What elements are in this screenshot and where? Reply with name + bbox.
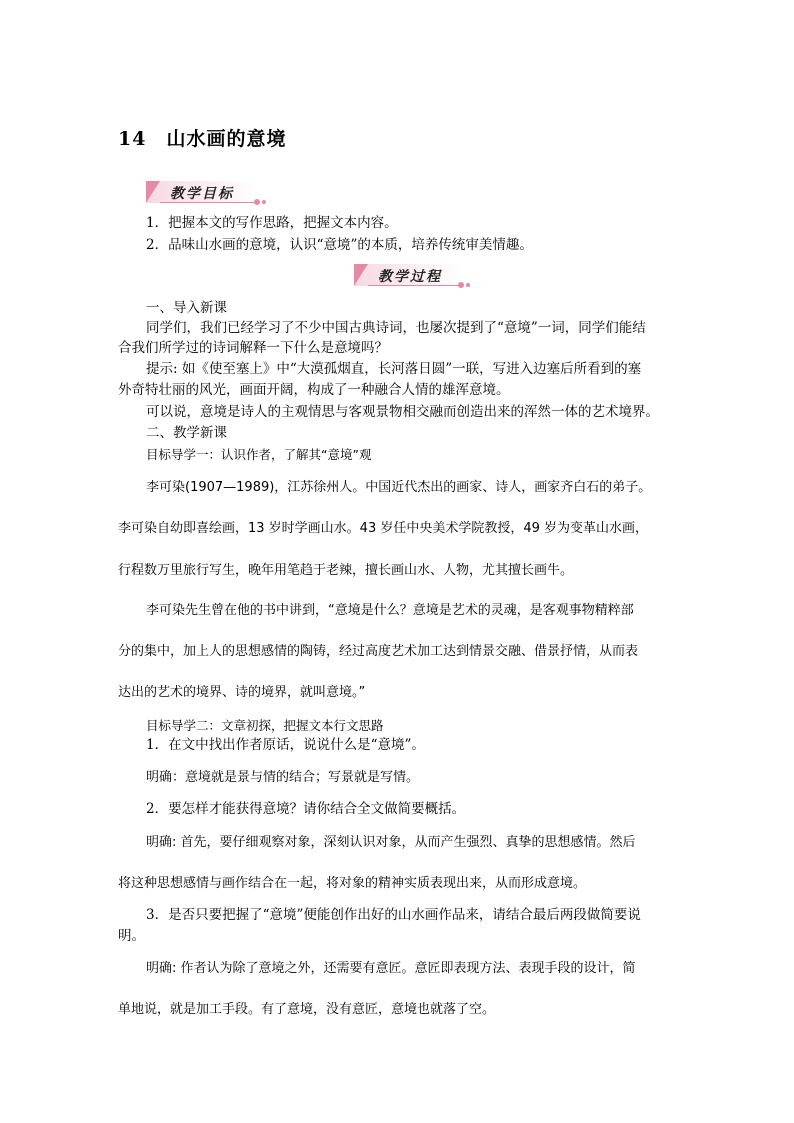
guide-heading: 目标导学一：认识作者，了解其“意境”观 (146, 447, 372, 462)
paragraph-line: 李可染先生曾在他的书中讲到，“意境是什么？意境是艺术的灵魂，是客观事物精粹部 (146, 603, 634, 618)
paragraph-line: 分的集中，加上人的思想感情的陶铸，经过高度艺术加工达到情景交融、借景抒情，从而表 (118, 644, 639, 659)
process-banner (354, 264, 472, 286)
banner-dot-icon (254, 199, 260, 205)
answer-line: 明确：意境就是景与情的结合；写景就是写情。 (146, 770, 420, 785)
question-line: 明。 (118, 928, 145, 944)
goals-banner-label: 教学目标 (170, 186, 234, 202)
answer-line: 将这种思想感情与画作结合在一起，将对象的精神实质表现出来，从而形成意境。 (118, 876, 587, 891)
question-line: 1．在文中找出作者原话，说说什么是“意境”。 (146, 737, 425, 753)
banner-dot-icon (262, 200, 266, 204)
goal-item: 2．品味山水画的意境，认识“意境”的本质，培养传统审美情趣。 (146, 237, 533, 253)
paragraph-line: 外奇特壮丽的风光，画面开阔，构成了一种融合人情的雄浑意境。 (118, 382, 510, 398)
paragraph-line: 李可染自幼即喜绘画，13 岁时学画山水。43 岁任中央美术学院教授，49 岁为变革山水画， (118, 521, 649, 536)
section-heading: 二、教学新课 (146, 425, 227, 441)
section-heading: 一、导入新课 (146, 300, 227, 316)
answer-line: 明确: 首先，要仔细观察对象，深刻认识对象，从而产生强烈、真挚的思想感情。然后 (146, 835, 636, 850)
goal-item: 1．把握本文的写作思路，把握文本内容。 (146, 215, 398, 231)
paragraph-line: 李可染(1907—1989)，江苏徐州人。中国近代杰出的画家、诗人，画家齐白石的弟子。 (146, 480, 652, 495)
banner-dot-icon (466, 283, 470, 287)
paragraph-line: 同学们，我们已经学习了不少中国古典诗词，也屡次提到了“意境”一词，同学们能结 (146, 320, 646, 336)
lesson-title: 山水画的意境 (166, 128, 287, 150)
answer-line: 单地说，就是加工手段。有了意境，没有意匠，意境也就落了空。 (118, 1002, 496, 1017)
paragraph-line: 行程数万里旅行写生，晚年用笔趋于老辣，擅长画山水、人物，尤其擅长画牛。 (118, 563, 574, 578)
process-banner-label: 教学过程 (378, 269, 442, 285)
paragraph-line: 达出的艺术的境界、诗的境界，就叫意境。” (118, 685, 366, 700)
answer-line: 明确: 作者认为除了意境之外，还需要有意匠。意匠即表现方法、表现手段的设计，简 (146, 961, 636, 976)
paragraph-line: 提示: 如《使至塞上》中“大漠孤烟直，长河落日圆”一联，写进入边塞后所看到的塞 (146, 361, 642, 377)
guide-heading: 目标导学二：文章初探，把握文本行文思路 (146, 718, 384, 733)
question-line: 3．是否只要把握了“意境”便能创作出好的山水画作品来，请结合最后两段做简要说 (146, 907, 641, 923)
question-line: 2．要怎样才能获得意境？请你结合全文做简要概括。 (146, 801, 466, 817)
goals-banner (146, 181, 264, 203)
banner-dot-icon (458, 282, 464, 288)
paragraph-line: 可以说，意境是诗人的主观情思与客观景物相交融而创造出来的浑然一体的艺术境界。 (146, 404, 659, 420)
paragraph-line: 合我们所学过的诗词解释一下什么是意境吗？ (118, 340, 388, 356)
lesson-number: 14 (118, 128, 147, 150)
page-title (118, 124, 286, 151)
